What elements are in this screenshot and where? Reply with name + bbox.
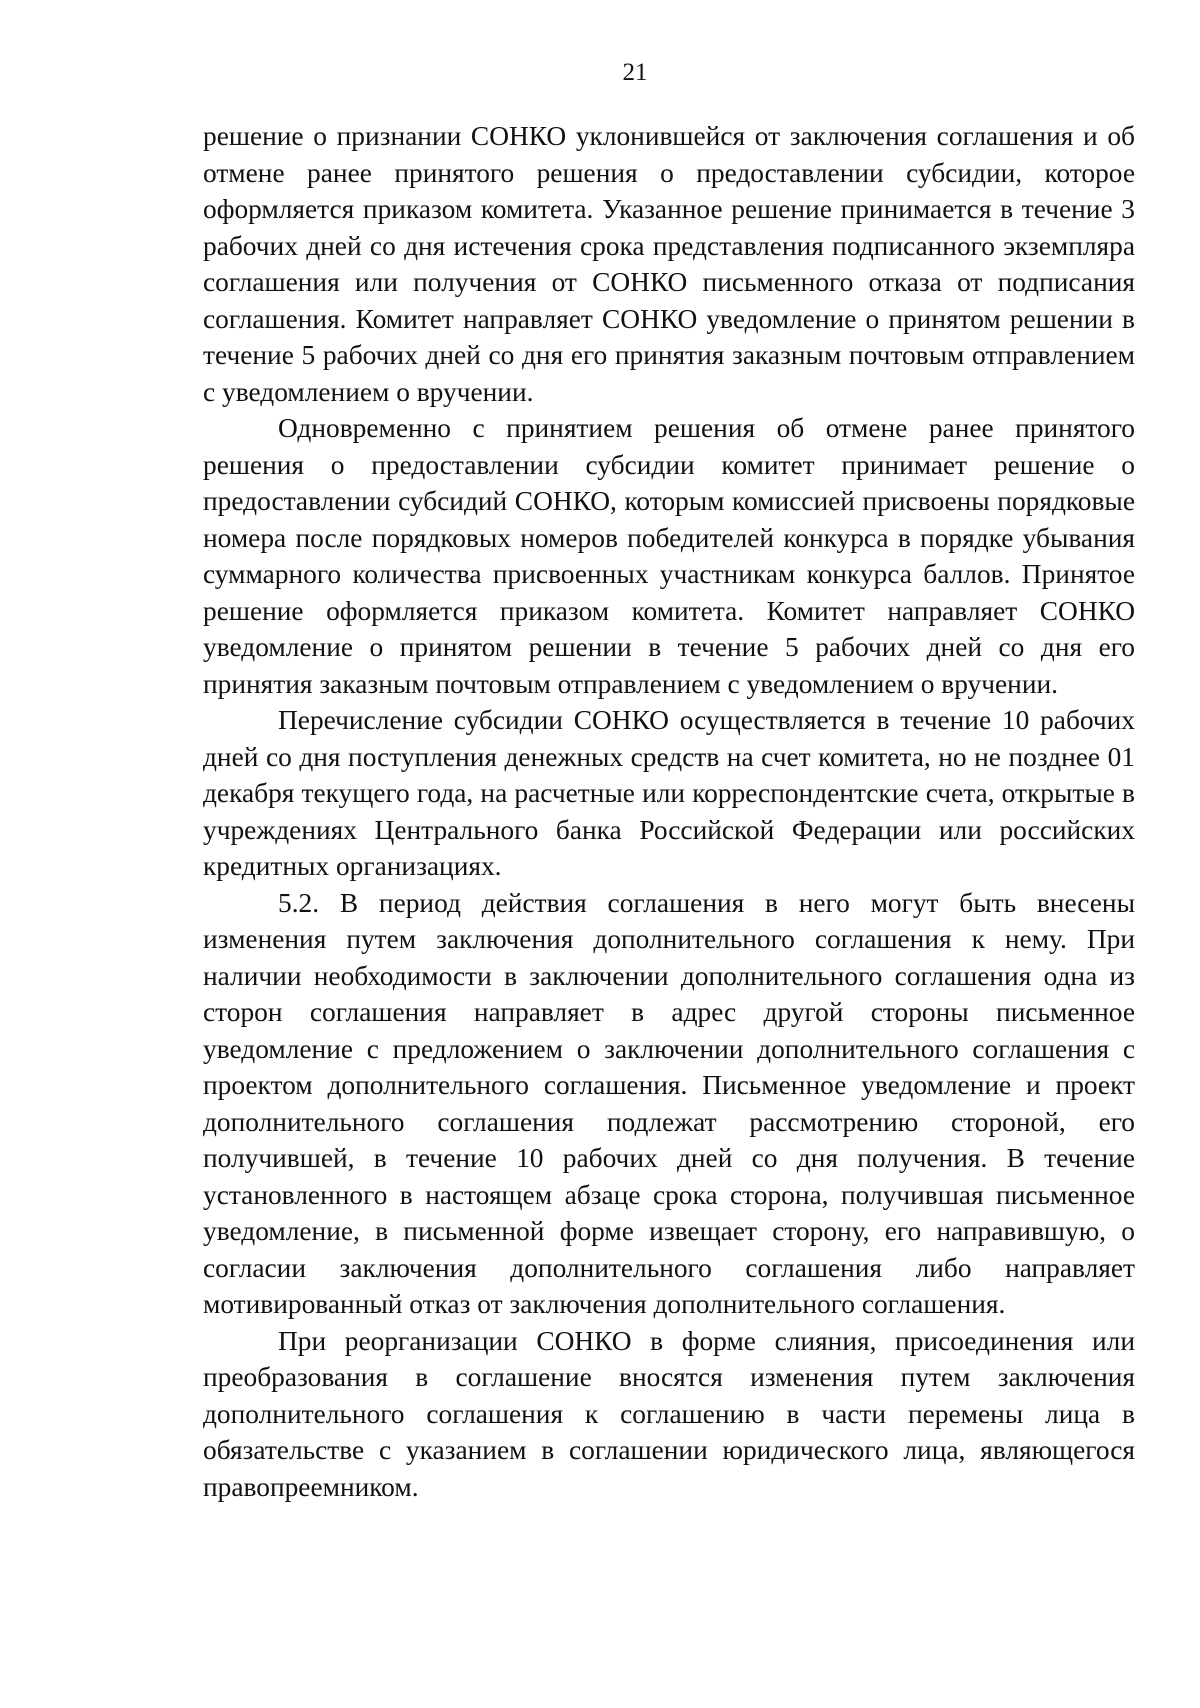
paragraph-recognition-decision: решение о признании СОНКО уклонившейся от заключения соглашения и об отмене ранее принятого решения о предоставлении субсидии, которое оформляется приказом комитета. Указанное решение принимается в течение 3 рабочих дней со дня истечения срока представления подписанного экземпляра соглашения или получения от СОНКО письменного отказа от подписания соглашения. Комитет направляет СОНКО уведомление о принятом решении в течение 5 рабочих дней со дня его принятия заказным почтовым отправлением с уведомлением о вручении. xyxy=(203,121,1135,407)
document-body xyxy=(203,118,1135,1505)
page-number: 21 xyxy=(622,59,648,86)
paragraph-section-5-2: 5.2. В период действия соглашения в него могут быть внесены изменения путем заключения дополнительного соглашения к нему. При наличии необходимости в заключении дополнительного соглашения одна из сторон соглашения направляет в адрес другой стороны письменное уведомление с предложением о заключении дополнительного соглашения с проектом дополнительного соглашения. Письменное уведомление и проект дополнительного соглашения подлежат рассмотрению стороной, его получившей, в течение 10 рабочих дней со дня получения. В течение установленного в настоящем абзаце срока сторона, получившая письменное уведомление, в письменной форме извещает сторону, его направившую, о согласии заключения дополнительного соглашения либо направляет мотивированный отказ от заключения дополнительного соглашения. xyxy=(203,887,1135,1319)
paragraph-reorganization: При реорганизации СОНКО в форме слияния, присоединения или преобразования в соглашение вносятся изменения путем заключения дополнительного соглашения к соглашению в части перемены лица в обязательстве с указанием в соглашении юридического лица, являющегося правопреемником. xyxy=(203,1325,1135,1502)
paragraph-subsidy-transfer: Перечисление субсидии СОНКО осуществляется в течение 10 рабочих дней со дня поступления денежных средств на счет комитета, но не позднее 01 декабря текущего года, на расчетные или корреспондентские счета, открытые в учреждениях Центрального банка Российской Федерации или российских кредитных организациях. xyxy=(203,705,1135,881)
paragraph-new-subsidy-decision: Одновременно с принятием решения об отмене ранее принятого решения о предоставлении субсидии комитет принимает решение о предоставлении субсидий СОНКО, которым комиссией присвоены порядковые номера после порядковых номеров победителей конкурса в порядке убывания суммарного количества присвоенных участникам конкурса баллов. Принятое решение оформляется приказом комитета. Комитет направляет СОНКО уведомление о принятом решении в течение 5 рабочих дней со дня его принятия заказным почтовым отправлением с уведомлением о вручении. xyxy=(203,413,1135,699)
